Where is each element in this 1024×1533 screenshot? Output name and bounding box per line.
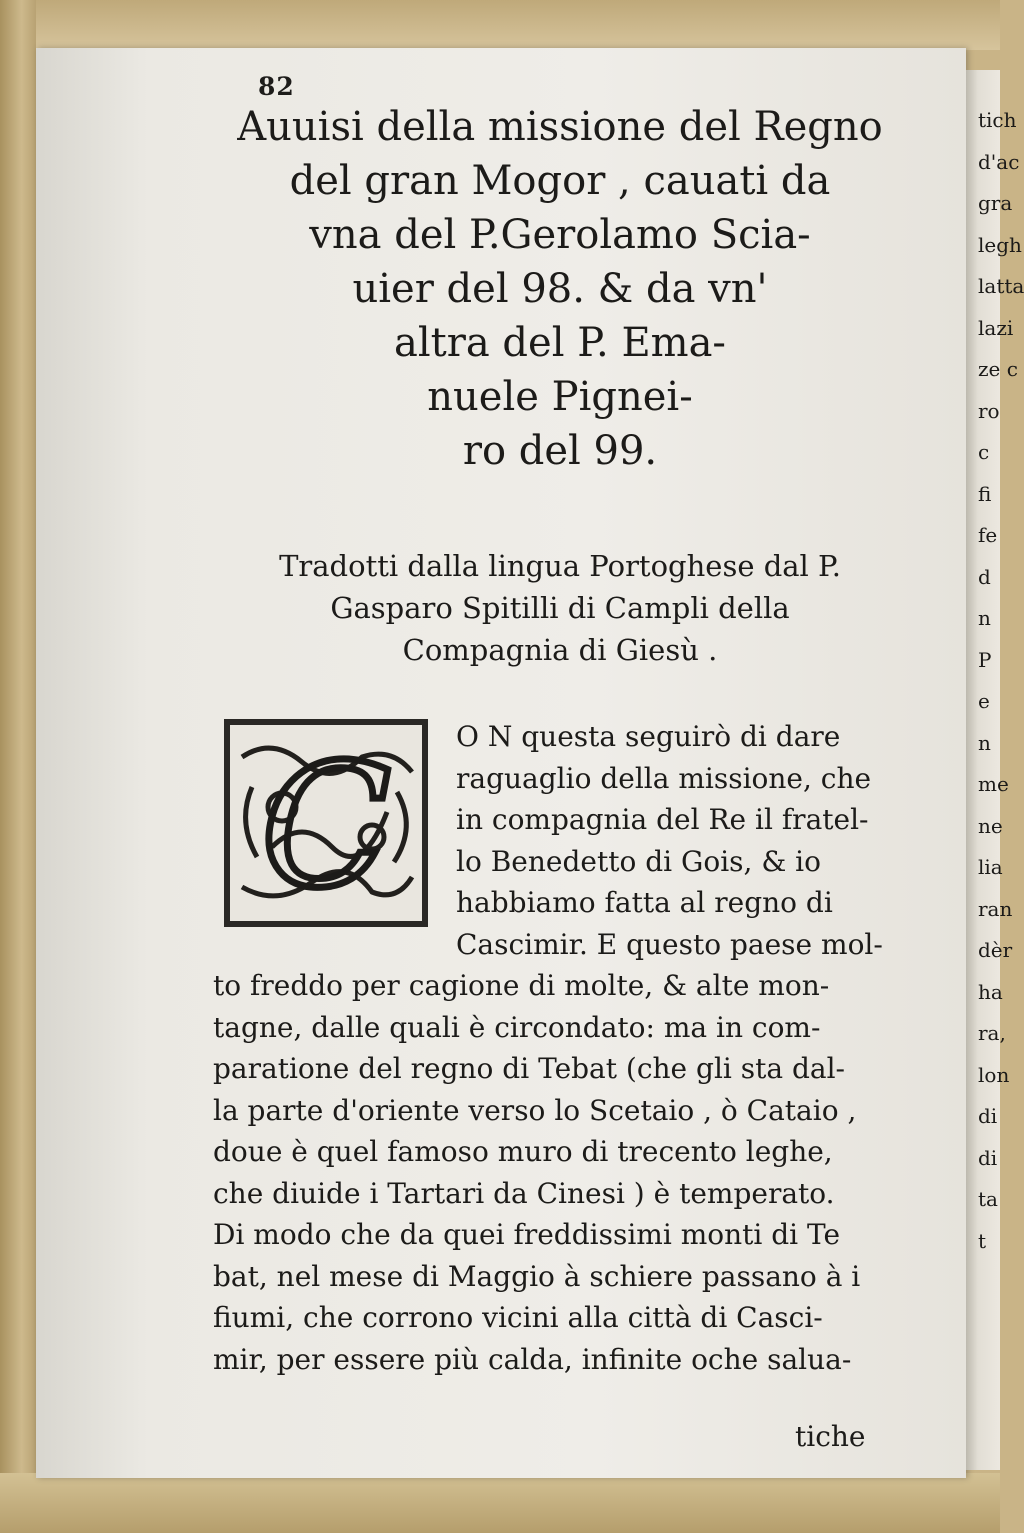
body-line: Cascimir. E questo paese mol- [456,927,883,961]
next-page-fragments [978,100,1024,1262]
next-page-fragment: di [978,1104,998,1128]
page-number: 82 [258,72,295,101]
subtitle-line: Tradotti dalla lingua Portoghese dal P. [279,549,841,583]
body-line: bat, nel mese di Maggio à schiere passano à i [213,1259,861,1293]
next-page-fragment: lon [978,1062,1010,1087]
body-line: lo Benedetto di Gois, & io [456,844,821,878]
next-page-fragment: P [978,647,992,672]
next-page-fragment: ze c [978,357,1018,381]
next-page-fragment: lia [978,855,1003,879]
next-page-fragment: gra [978,191,1013,215]
body-line: fiumi, che corrono vicini alla città di Casci- [213,1301,823,1334]
body-line: to freddo per cagione di molte, & alte mon- [213,969,830,1002]
title-line: altra del P. Ema- [394,320,726,366]
body-line: mir, per essere più calda, infinite oche salua- [213,1342,852,1376]
title-line: nuele Pignei- [427,374,693,420]
next-page-fragment: tich [978,108,1017,132]
next-page-fragment: c [978,440,990,464]
next-page-fragment: ne [978,813,1003,838]
body-text-indented [456,716,916,965]
body-line: in compagnia del Re il fratel- [456,803,869,836]
next-page-fragment: fi [978,481,992,506]
decorated-initial-letter [222,717,430,929]
next-page-fragment: e [978,689,990,713]
title-line: vna del P.Gerolamo Scia- [309,212,811,258]
initial-glyph: C [260,728,392,926]
title-line: del gran Mogor , cauati da [289,158,831,204]
next-page-fragment: lazi [978,315,1014,340]
book-bottom-edge [0,1473,1000,1533]
next-page-fragment: di [978,1145,998,1170]
next-page-fragment: ha [978,979,1003,1004]
title-line: Auuisi della missione del Regno [237,104,883,150]
chapter-title [205,100,915,478]
next-page-fragment: ra, [978,1021,1006,1045]
next-page-fragment: d'ac [978,149,1020,174]
next-page-fragment: fe [978,523,998,547]
body-line: che diuide i Tartari da Cinesi ) è temperato. [213,1176,835,1210]
body-line: raguaglio della missione, che [456,761,872,795]
body-line: habbiamo fatta al regno di [456,886,833,919]
next-page-fragment: ran [978,896,1013,921]
translation-note [205,545,915,671]
next-page-fragment: me [978,772,1009,796]
body-line: paratione del regno di Tebat (che gli sta dal- [213,1052,845,1085]
next-page-fragment: n [978,730,991,755]
next-page-fragment: ro [978,398,1000,423]
body-line: Di modo che da quei freddissimi monti di Te [213,1218,841,1251]
body-line: tagne, dalle quali è circondato: ma in com- [213,1010,821,1044]
book-binding-edge [0,0,36,1533]
next-page-fragment: dèr [978,938,1013,962]
body-line: doue è quel famoso muro di trecento leghe, [213,1135,833,1168]
body-text [213,965,918,1380]
next-page-fragment: ta [978,1187,998,1211]
catchword: tiche [795,1420,866,1453]
next-page-fragment: legh [978,232,1022,257]
book-top-edge [0,0,1000,50]
body-line: O N questa seguirò di dare [456,720,841,753]
title-line: uier del 98. & da vn' [352,266,768,312]
subtitle-line: Gasparo Spitilli di Campli della [330,591,790,625]
next-page-fragment: d [978,564,991,589]
body-line: la parte d'oriente verso lo Scetaio , ò Cataio , [213,1093,857,1127]
next-page-fragment: latta [978,274,1024,298]
title-line: ro del 99. [462,428,658,474]
next-page-fragment: n [978,606,991,630]
next-page-fragment: t [978,1228,987,1253]
subtitle-line: Compagnia di Giesù . [402,633,718,667]
